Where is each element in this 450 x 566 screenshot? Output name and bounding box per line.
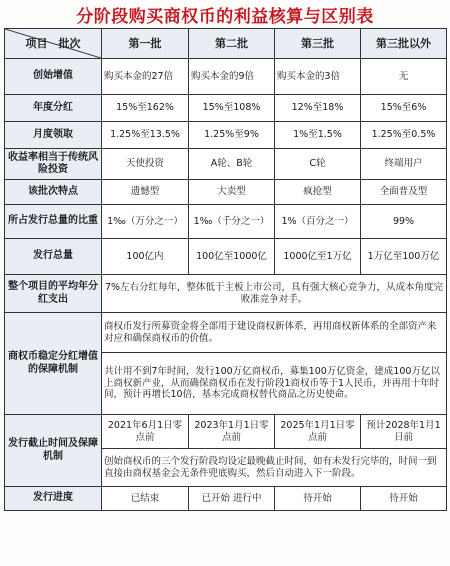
table-cell: 无 <box>361 59 447 95</box>
header-col-3: 第三批 <box>275 29 361 59</box>
table-cell: 15%至108% <box>189 95 275 122</box>
table-cell: 1万亿至100万亿 <box>361 239 447 275</box>
header-col-1: 第一批 <box>102 29 189 59</box>
table-cell: 1‰（万分之一） <box>102 205 189 239</box>
table-cell: 100亿至1000亿 <box>189 239 275 275</box>
row-label: 年度分红 <box>5 95 102 122</box>
table-cell: 2023年1月1日零点前 <box>189 415 275 449</box>
table-cell: 2021年6月1日零点前 <box>102 415 189 449</box>
table-cell: 12%至18% <box>275 95 361 122</box>
table-cell: 1%（百分之一） <box>275 205 361 239</box>
table-cell: 2025年1月1日零点前 <box>275 415 361 449</box>
table-cell: 1.25%至13.5% <box>102 122 189 149</box>
page-title: 分阶段购买商权币的利益核算与区别表 <box>76 6 374 27</box>
table-cell: 购买本金的27倍 <box>102 59 189 95</box>
merged-text-cell: 7%左右分红每年，整体低于主板上市公司，具有强大核心竞争力，从成本角度完败准竞争对手。 <box>102 275 447 313</box>
table-cell: 99% <box>361 205 447 239</box>
header-corner <box>5 29 102 59</box>
table-row <box>5 275 447 313</box>
table-row <box>5 205 447 239</box>
table-cell: 天使投资 <box>102 149 189 180</box>
table-row <box>5 59 447 95</box>
table-cell: 15%至6% <box>361 95 447 122</box>
row-label: 发行截止时间及保障机制 <box>5 415 102 487</box>
table-row <box>5 180 447 205</box>
table-cell: 1.25%至9% <box>189 122 275 149</box>
row-label: 商权币稳定分红增值的保障机制 <box>5 313 102 415</box>
table-cell: 15%至162% <box>102 95 189 122</box>
table-cell: A轮、B轮 <box>189 149 275 180</box>
table-cell: C轮 <box>275 149 361 180</box>
table-cell: 1.25%至0.5% <box>361 122 447 149</box>
comparison-table <box>4 28 447 511</box>
table-cell: 终端用户 <box>361 149 447 180</box>
table-row <box>5 239 447 275</box>
row-label: 创始增值 <box>5 59 102 95</box>
table-row <box>5 487 447 511</box>
row-label: 所占发行总量的比重 <box>5 205 102 239</box>
row-label: 收益率相当于传统风险投资 <box>5 149 102 180</box>
table-cell: 大卖型 <box>189 180 275 205</box>
row-label: 该批次特点 <box>5 180 102 205</box>
table-cell: 待开始 <box>275 487 361 511</box>
merged-text-cell: 商权币发行所募资金将全部用于建设商权新体系，再用商权新体系的全部资产来对应和确保商权币的价值。 <box>102 313 447 353</box>
table-cell: 1000亿至1万亿 <box>275 239 361 275</box>
table-cell: 购买本金的3倍 <box>275 59 361 95</box>
table-cell: 已开始 进行中 <box>189 487 275 511</box>
row-label: 整个项目的平均年分红支出 <box>5 275 102 313</box>
row-label: 发行总量 <box>5 239 102 275</box>
table-cell: 疯抢型 <box>275 180 361 205</box>
row-label: 月度领取 <box>5 122 102 149</box>
table-cell: 1%至1.5% <box>275 122 361 149</box>
table-cell: 遗憾型 <box>102 180 189 205</box>
table-cell: 预计2028年1月1日前 <box>361 415 447 449</box>
table-row <box>5 415 447 449</box>
table-cell: 全面普及型 <box>361 180 447 205</box>
table-row <box>5 313 447 353</box>
table-cell: 购买本金的9倍 <box>189 59 275 95</box>
merged-text-cell: 创始商权币的三个发行阶段均设定最晚截止时间，如有未发行完毕的，时间一到直接由商权基金会无条件兜底购买，然后自动进入下一阶段。 <box>102 449 447 487</box>
table-row <box>5 122 447 149</box>
table-row <box>5 95 447 122</box>
table-cell: 待开始 <box>361 487 447 511</box>
table-row <box>5 149 447 180</box>
row-label: 发行进度 <box>5 487 102 511</box>
header-col-4: 第三批以外 <box>361 29 447 59</box>
header-corner-label: 项目 批次 <box>25 36 81 50</box>
table-cell: 100亿内 <box>102 239 189 275</box>
table-cell: 已结束 <box>102 487 189 511</box>
table-cell: 1‰（千分之一） <box>189 205 275 239</box>
header-col-2: 第二批 <box>189 29 275 59</box>
table-row <box>5 29 447 59</box>
merged-text-cell: 共计用不到7年时间，发行100万亿商权币，募集100万亿资金，建成100万亿以上商权新产业，从而确保商权币在发行阶段1商权币等于1人民币，并再用十年时间，预计再增长10倍，基本完成商权替代商品之历史使命。 <box>102 353 447 415</box>
